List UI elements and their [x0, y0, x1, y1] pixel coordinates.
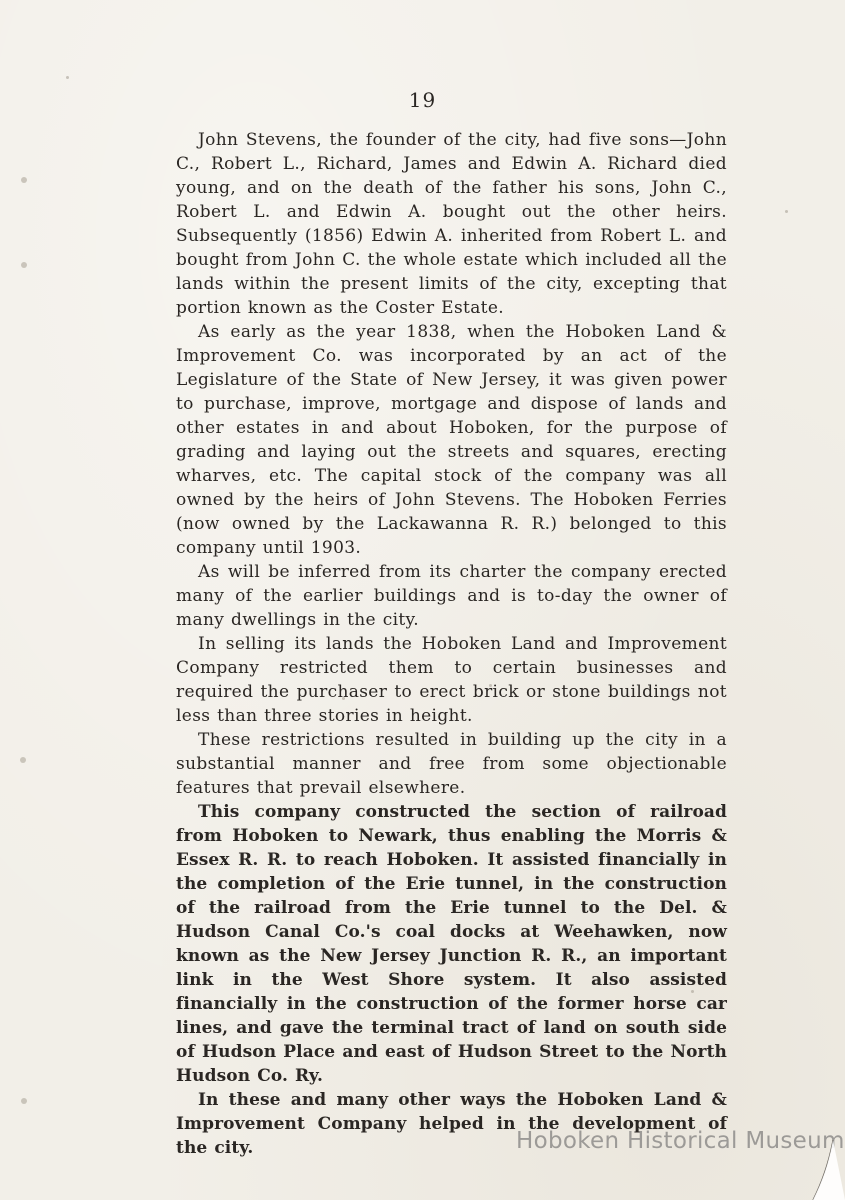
binding-hole-mark — [21, 177, 27, 183]
binding-hole-mark — [21, 262, 27, 268]
paragraph-railroad-construction: This company constructed the section of railroad from Hoboken to Newark, thus enabling the Morris & Essex R. R. to reach Hoboken. It assisted financially in the completion of the Erie tunnel, in the construction of the railroad from the Erie tunnel to the Del. & Hudson Canal Co.'s coal docks at Weehawken, now known as the New Jersey Junction R. R., an important link in the West Shore system. It also assisted financially in the construction of the former horse car lines, and gave the terminal tract of land on south side of Hudson Place and east of Hudson Street to the North Hudson Co. Ry. — [176, 802, 727, 1086]
paper-speck — [785, 210, 788, 213]
page-number: 19 — [408, 88, 437, 112]
paragraph-stevens-family: John Stevens, the founder of the city, had five sons—John C., Robert L., Richard, James and Edwin A. Richard died young, and on the death of the father his sons, John C., Robert L. and Edwin A. bought out the other heirs. Subsequently (1856) Edwin A. inherited from Robert L. and bought from John C. the whole estate which included all the lands within the present limits of the city, excepting that portion known as the Coster Estate. — [176, 130, 727, 318]
binding-hole-mark — [21, 1098, 27, 1104]
museum-watermark: Hoboken Historical Museum — [516, 1128, 845, 1154]
paragraph-restriction-results: These restrictions resulted in building up the city in a substantial manner and free from some objectionable features that prevail elsewhere. — [176, 730, 727, 798]
paragraph-conclusion: In these and many other ways the Hoboken Land & Improvement Company helped in the development of the city. — [176, 1090, 727, 1158]
paragraph-company-incorporation: As early as the year 1838, when the Hoboken Land & Improvement Co. was incorporated by an act of the Legislature of the State of New Jersey, it was given power to purchase, improve, mortgage and dispose of lands and other estates in and about Hoboken, for the purpose of grading and laying out the streets and squares, erecting wharves, etc. The capital stock of the company was all owned by the heirs of John Stevens. The Hoboken Ferries (now owned by the Lackawanna R. R.) belonged to this company until 1903. — [176, 322, 727, 558]
paragraph-earlier-buildings: As will be inferred from its charter the company erected many of the earlier buildings and is to-day the owner of many dwellings in the city. — [176, 562, 727, 630]
body-text — [176, 128, 727, 1160]
binding-hole-mark — [20, 757, 26, 763]
page-corner-curl — [785, 1140, 845, 1200]
paper-speck — [66, 76, 69, 79]
paragraph-land-restrictions: In selling its lands the Hoboken Land and Improvement Company restricted them to certain businesses and required the purchaser to erect brick or stone buildings not less than three stories in height. — [176, 634, 727, 726]
